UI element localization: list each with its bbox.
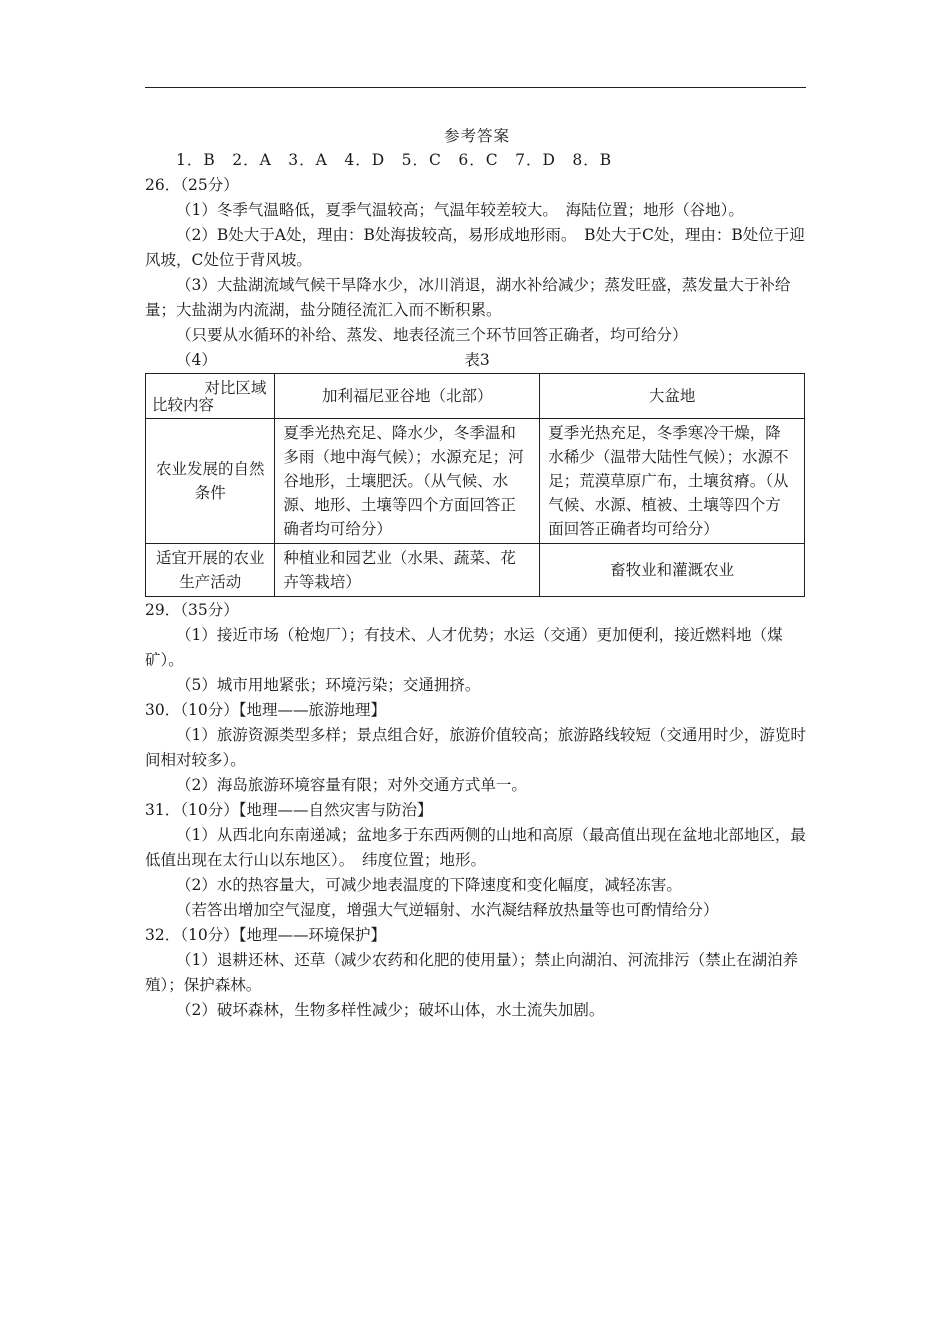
corner-top-label: 对比区域 bbox=[204, 379, 267, 397]
q31-note: （若答出增加空气湿度，增强大气逆辐射、水汽凝结释放热量等也可酌情给分） bbox=[176, 901, 719, 919]
q30-head: 30．（10分）【地理——旅游地理】 bbox=[145, 701, 386, 719]
page-title: 参考答案 bbox=[443, 127, 510, 145]
q30-part1: （1）旅游资源类型多样；景点组合好，旅游价值较高；旅游路线较短（交通用时少，游览时间相对较多）。 bbox=[145, 726, 806, 769]
header-rule bbox=[145, 87, 806, 88]
table-caption: 表3 bbox=[464, 351, 490, 369]
col-header-california: 加利福尼亚谷地（北部） bbox=[275, 374, 540, 419]
table-row bbox=[146, 419, 805, 544]
cell-basin-conditions: 夏季光热充足，冬季寒冷干燥，降水稀少（温带大陆性气候）；水源不足；荒漠草原广布，土壤贫瘠。（从气候、水源、植被、土壤等四个方面回答正确者均可给分） bbox=[540, 419, 805, 544]
q31-part2: （2）水的热容量大，可减少地表温度的下降速度和变化幅度，减轻冻害。 bbox=[176, 876, 682, 894]
q32-part1: （1）退耕还林、还草（减少农药和化肥的使用量）；禁止向湖泊、河流排污（禁止在湖泊养殖）；保护森林。 bbox=[145, 951, 799, 994]
table-header-row bbox=[146, 374, 805, 419]
q29-part5: （5）城市用地紧张；环境污染；交通拥挤。 bbox=[176, 676, 481, 694]
cell-california-activities: 种植业和园艺业（水果、蔬菜、花卉等栽培） bbox=[275, 544, 540, 597]
q32-part2: （2）破坏森林，生物多样性减少；破坏山体，水土流失加剧。 bbox=[176, 1001, 605, 1019]
q26-note: （只要从水循环的补给、蒸发、地表径流三个环节回答正确者，均可给分） bbox=[176, 326, 688, 344]
q32-head: 32．（10分）【地理——环境保护】 bbox=[145, 926, 386, 944]
q26-part1: （1）冬季气温略低，夏季气温较高；气温年较差较大。 海陆位置；地形（谷地）。 bbox=[176, 201, 744, 219]
comparison-table bbox=[145, 373, 805, 597]
col-header-great-basin: 大盆地 bbox=[540, 374, 805, 419]
row-label-natural-conditions: 农业发展的自然条件 bbox=[146, 419, 275, 544]
table-header-line bbox=[145, 348, 809, 373]
q29-head: 29．（35分） bbox=[145, 601, 239, 619]
q26-part3: （3）大盐湖流域气候干旱降水少，冰川消退，湖水补给减少；蒸发旺盛，蒸发量大于补给量；大盐湖为内流湖，盐分随径流汇入而不断积累。 bbox=[145, 276, 791, 319]
table-row bbox=[146, 544, 805, 597]
mcq-answers: 1．B 2．A 3．A 4．D 5．C 6．C 7．D 8．B bbox=[176, 151, 613, 169]
corner-bottom-label: 比较内容 bbox=[152, 396, 215, 414]
cell-basin-activities: 畜牧业和灌溉农业 bbox=[540, 544, 805, 597]
q31-part1: （1）从西北向东南递减；盆地多于东西两侧的山地和高原（最高值出现在盆地北部地区，最低值出现在太行山以东地区）。 纬度位置；地形。 bbox=[145, 826, 806, 869]
table-corner-cell bbox=[146, 374, 275, 419]
q31-head: 31．（10分）【地理——自然灾害与防治】 bbox=[145, 801, 433, 819]
q26-part4-number: （4） bbox=[176, 351, 217, 369]
q29-part1: （1）接近市场（枪炮厂）；有技术、人才优势；水运（交通）更加便利，接近燃料地（煤矿）。 bbox=[145, 626, 783, 669]
q26-head: 26．（25分） bbox=[145, 176, 239, 194]
q26-part2: （2）B处大于A处，理由：B处海拔较高，易形成地形雨。 B处大于C处，理由：B处位于迎风坡，C处位于背风坡。 bbox=[145, 226, 805, 269]
row-label-activities: 适宜开展的农业生产活动 bbox=[146, 544, 275, 597]
q30-part2: （2）海岛旅游环境容量有限；对外交通方式单一。 bbox=[176, 776, 527, 794]
cell-california-conditions: 夏季光热充足、降水少，冬季温和多雨（地中海气候）；水源充足；河谷地形，土壤肥沃。（从气候、水源、地形、土壤等四个方面回答正确者均可给分） bbox=[275, 419, 540, 544]
answer-key bbox=[145, 124, 809, 1023]
